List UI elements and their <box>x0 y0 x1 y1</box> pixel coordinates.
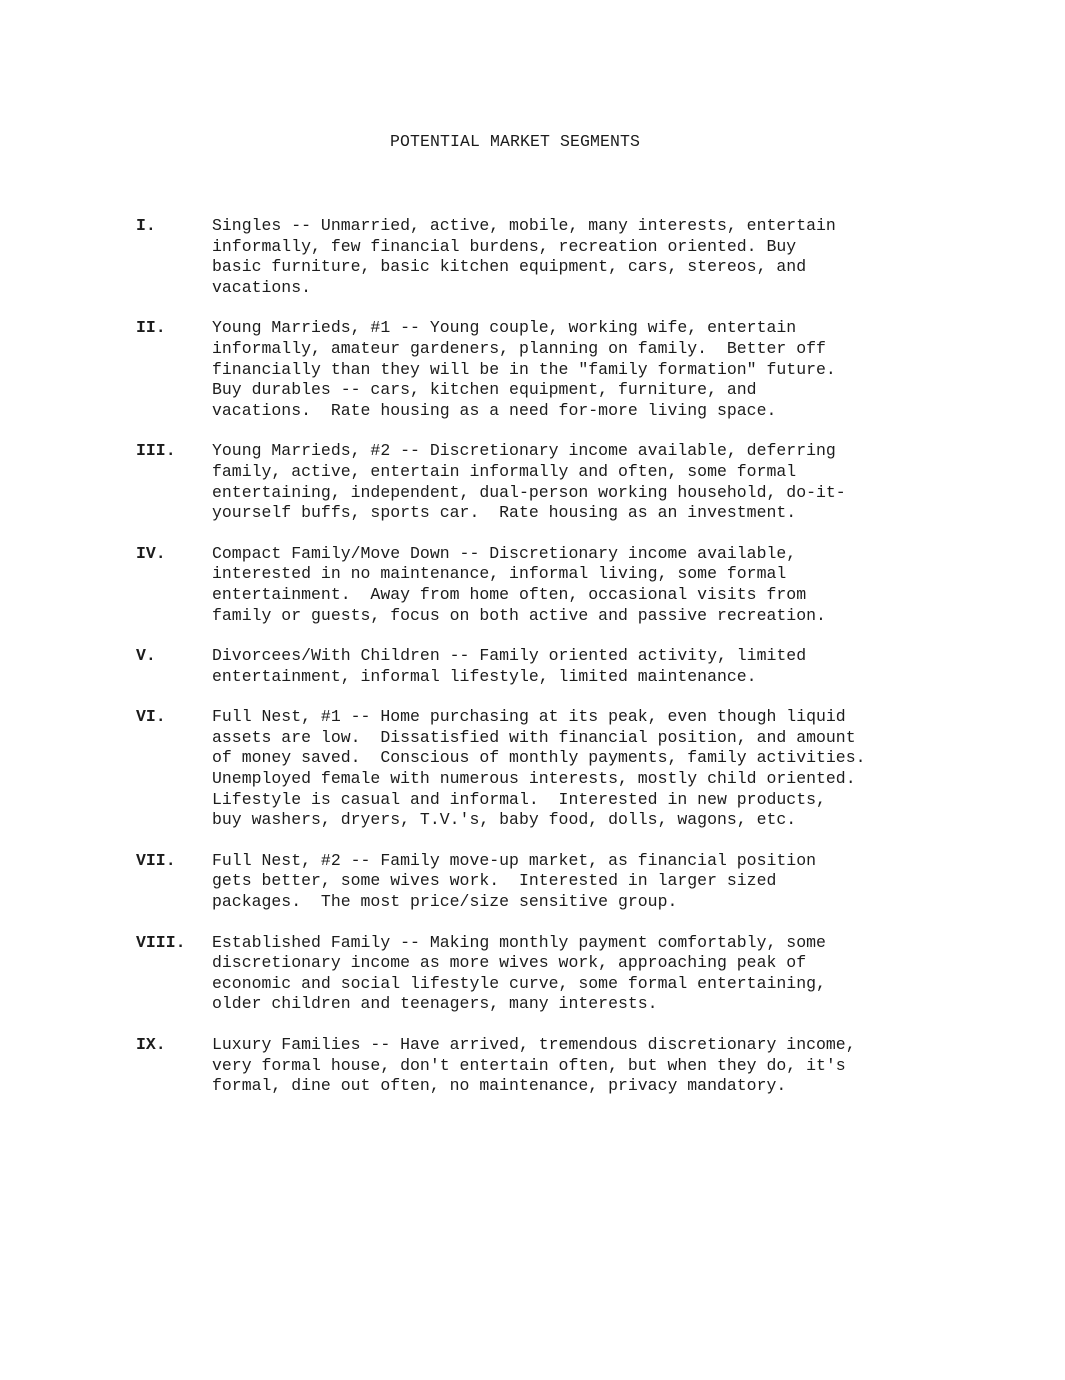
document-title: POTENTIAL MARKET SEGMENTS <box>389 132 641 151</box>
segment-text-line: vacations. Rate housing as a need for-more living space. <box>212 400 777 420</box>
segment-list <box>136 216 936 1117</box>
segment-item <box>136 933 936 1015</box>
segment-text-line: entertainment. Away from home often, occasional visits from <box>212 584 807 604</box>
segment-item <box>136 544 936 626</box>
segment-text-line: assets are low. Dissatisfied with financial position, and amount <box>212 727 856 747</box>
segment-item <box>136 441 936 523</box>
segment-description <box>212 216 936 298</box>
segment-item <box>136 318 936 421</box>
segment-text-line: yourself buffs, sports car. Rate housing as an investment. <box>212 503 797 523</box>
segment-description <box>212 318 936 421</box>
segment-description <box>212 851 936 913</box>
segment-text-line: buy washers, dryers, T.V.'s, baby food, dolls, wagons, etc. <box>212 810 797 830</box>
segment-text-line: Young Marrieds, #2 -- Discretionary income available, deferring <box>212 441 836 461</box>
segment-numeral: IV. <box>136 543 166 563</box>
segment-numeral: IX. <box>136 1035 166 1054</box>
segment-item <box>136 1035 936 1097</box>
segment-text-line: interested in no maintenance, informal living, some formal <box>212 564 787 584</box>
segment-text-line: gets better, some wives work. Interested in larger sized <box>212 871 777 891</box>
segment-description <box>212 933 936 1015</box>
segment-text-line: older children and teenagers, many interests. <box>212 994 658 1014</box>
segment-description <box>212 646 936 687</box>
segment-text-line: Full Nest, #2 -- Family move-up market, as financial position <box>212 850 816 870</box>
segment-text-line: vacations. <box>212 277 312 297</box>
segment-text-line: Compact Family/Move Down -- Discretionary income available, <box>212 543 797 563</box>
segment-text-line: Singles -- Unmarried, active, mobile, many interests, entertain <box>212 216 836 235</box>
segment-text-line: entertaining, independent, dual-person working household, do-it- <box>212 482 846 502</box>
segment-text-line: Divorcees/With Children -- Family oriented activity, limited <box>212 646 807 666</box>
segment-text-line: of money saved. Conscious of monthly payments, family activities. <box>212 748 866 768</box>
segment-text-line: Established Family -- Making monthly payment comfortably, some <box>212 932 826 952</box>
segment-description <box>212 544 936 626</box>
segment-item <box>136 707 936 831</box>
segment-text-line: family, active, entertain informally and often, some formal <box>212 461 797 481</box>
segment-text-line: basic furniture, basic kitchen equipment, cars, stereos, and <box>212 257 807 277</box>
segment-numeral: VII. <box>136 850 176 870</box>
segment-text-line: economic and social lifestyle curve, some formal entertaining, <box>212 973 826 993</box>
segment-text-line: packages. The most price/size sensitive group. <box>212 892 678 912</box>
segment-text-line: Buy durables -- cars, kitchen equipment, furniture, and <box>212 380 757 400</box>
segment-text-line: Young Marrieds, #1 -- Young couple, working wife, entertain <box>212 318 797 338</box>
segment-description <box>212 1035 936 1097</box>
segment-text-line: financially than they will be in the "family formation" future. <box>212 359 836 379</box>
segment-text-line: Lifestyle is casual and informal. Interested in new products, <box>212 789 826 809</box>
segment-text-line: informally, few financial burdens, recreation oriented. Buy <box>212 236 797 256</box>
segment-numeral: VI. <box>136 707 166 727</box>
segment-numeral: V. <box>136 646 156 666</box>
segment-text-line: entertainment, informal lifestyle, limited maintenance. <box>212 666 757 686</box>
segment-item <box>136 646 936 687</box>
segment-description <box>212 707 936 831</box>
segment-description <box>212 441 936 523</box>
segment-numeral: I. <box>136 216 156 235</box>
segment-text-line: Luxury Families -- Have arrived, tremendous discretionary income, <box>212 1035 856 1054</box>
segment-text-line: very formal house, don't entertain often, but when they do, it's <box>212 1055 846 1075</box>
segment-item <box>136 851 936 913</box>
segment-text-line: family or guests, focus on both active and passive recreation. <box>212 605 826 625</box>
segment-text-line: Full Nest, #1 -- Home purchasing at its peak, even though liquid <box>212 707 846 727</box>
segment-text-line: informally, amateur gardeners, planning on family. Better off <box>212 338 826 358</box>
segment-text-line: formal, dine out often, no maintenance, privacy mandatory. <box>212 1076 787 1096</box>
segment-item <box>136 216 936 298</box>
segment-numeral: VIII. <box>136 932 186 952</box>
segment-text-line: discretionary income as more wives work, approaching peak of <box>212 953 807 973</box>
segment-numeral: II. <box>136 318 166 338</box>
segment-text-line: Unemployed female with numerous interests, mostly child oriented. <box>212 769 856 789</box>
segment-numeral: III. <box>136 441 176 461</box>
